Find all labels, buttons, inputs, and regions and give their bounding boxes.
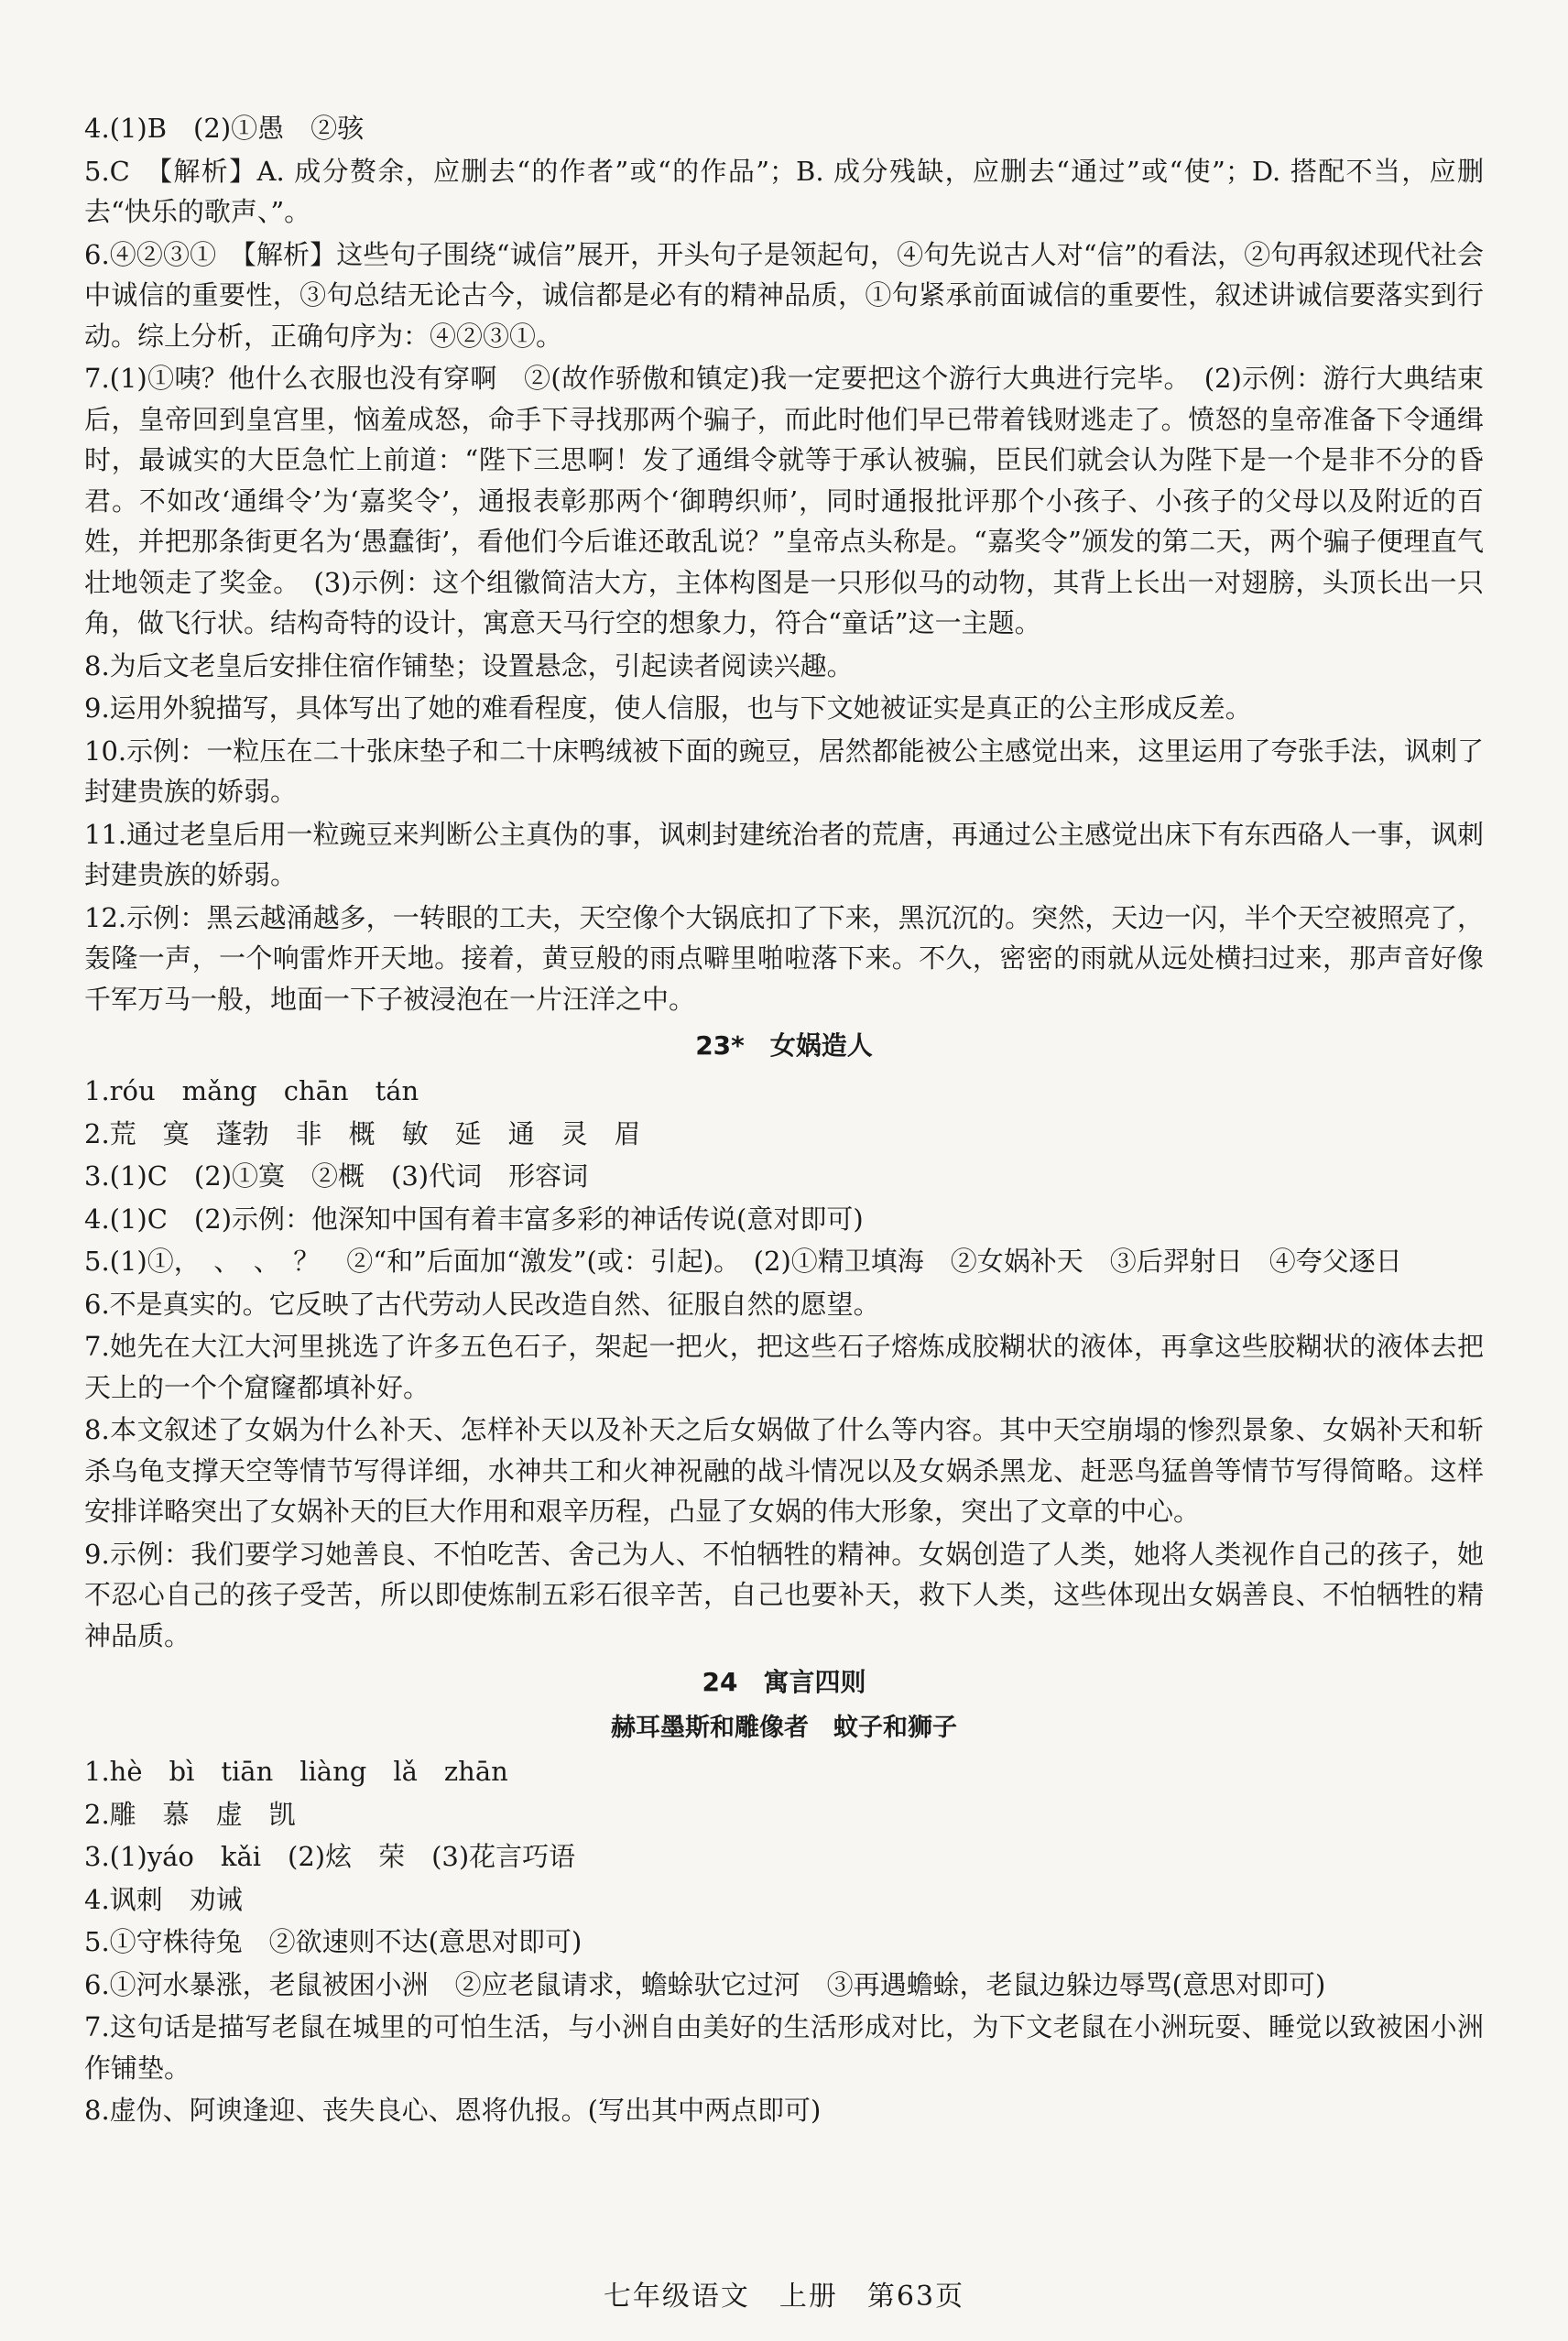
answer-item: 8.虚伪、阿谀逢迎、丧失良心、恩将仇报。(写出其中两点即可) [84,2095,822,2126]
section-23-answers [84,1071,1484,1656]
answer-item: 3.(1)yáo kǎi (2)炫 荣 (3)花言巧语 [84,1841,576,1872]
answer-item: 2.荒 寞 蓬勃 非 概 敏 延 通 灵 眉 [84,1117,641,1149]
answer-item: 6.④②③① 【解析】这些句子围绕“诚信”展开，开头句子是领起句，④句先说古人对“信”的看法，②句再叙述现代社会中诚信的重要性，③句总结无论古今，诚信都是必有的精神品质，①句紧承前面诚信的重要性，叙述讲诚信要落实到行动。综上分析，正确句序为：④②③①。 [84,238,1484,352]
answer-item: 4.讽刺 劝诫 [84,1883,243,1915]
answer-item: 9.运用外貌描写，具体写出了她的难看程度，使人信服，也与下文她被证实是真正的公主形成反差。 [84,692,1252,724]
answer-item: 1.hè bì tiān liàng lǎ zhān [84,1756,508,1787]
answer-item: 6.①河水暴涨，老鼠被困小洲 ②应老鼠请求，蟾蜍驮它过河 ③再遇蟾蜍，老鼠边躲边辱骂(意思对即可) [84,1968,1326,2000]
answer-item: 7.(1)①咦？他什么衣服也没有穿啊 ②(故作骄傲和镇定)我一定要把这个游行大典进行完毕。 (2)示例：游行大典结束后，皇帝回到皇宫里，恼羞成怒，命手下寻找那两个骗子，而此时他们早已带着钱财逃走了。愤怒的皇帝准备下令通缉时，最诚实的大臣急忙上前道：“陛下三思啊！发了通缉令就等于承认被骗，臣民们就会认为陛下是一个是非不分的昏君。不如改‘通缉令’为‘嘉奖令’，通报表彰那两个‘御聘织师’，同时通报批评那个小孩子、小孩子的父母以及附近的百姓，并把那条街更名为‘愚蠢街’，看他们今后谁还敢乱说？”皇帝点头称是。“嘉奖令”颁发的第二天，两个骗子便理直气壮地领走了奖金。 (3)示例：这个组徽简洁大方，主体构图是一只形似马的动物，其背上长出一对翅膀，头顶长出一只角，做飞行状。结构奇特的设计，寓意天马行空的想象力，符合“童话”这一主题。 [84,363,1484,638]
section-subtitle-24: 赫耳墨斯和雕像者 蚊子和狮子 [611,1714,957,1742]
section-title-24: 24 寓言四则 [702,1667,866,1697]
answer-item: 4.(1)C (2)示例：他深知中国有着丰富多彩的神话传说(意对即可) [84,1203,864,1235]
answer-item: 5.C 【解析】A. 成分赘余，应删去“的作者”或“的作品”；B. 成分残缺，应删去“通过”或“使”；D. 搭配不当，应删去“快乐的歌声、”。 [84,155,1484,227]
answer-item: 9.示例：我们要学习她善良、不怕吃苦、舍己为人、不怕牺牲的精神。女娲创造了人类，她将人类视作自己的孩子，她不忍心自己的孩子受苦，所以即使炼制五彩石很辛苦，自己也要补天，救下人类，这些体现出女娲善良、不怕牺牲的精神品质。 [84,1538,1484,1651]
answer-item: 1.róu mǎng chān tán [84,1075,419,1106]
section-24-answers [84,1751,1484,2131]
page-footer: 七年级语文 上册 第63页 [603,2281,965,2313]
section-title-23: 23* 女娲造人 [695,1030,873,1061]
answer-item: 5.①守株待兔 ②欲速则不达(意思对即可) [84,1926,583,1957]
answer-item: 11.通过老皇后用一粒豌豆来判断公主真伪的事，讽刺封建统治者的荒唐，再通过公主感觉出床下有东西硌人一事，讽刺封建贵族的娇弱。 [84,818,1484,890]
answer-item: 4.(1)B (2)①愚 ②骇 [84,113,365,144]
answer-item: 7.她先在大江大河里挑选了许多五色石子，架起一把火，把这些石子熔炼成胶糊状的液体，再拿这些胶糊状的液体去把天上的一个个窟窿都填补好。 [84,1331,1484,1403]
answer-item: 8.为后文老皇后安排住宿作铺垫；设置悬念，引起读者阅读兴趣。 [84,649,854,681]
answer-item: 12.示例：黑云越涌越多，一转眼的工夫，天空像个大锅底扣了下来，黑沉沉的。突然，天边一闪，半个天空被照亮了，轰隆一声，一个响雷炸开天地。接着，黄豆般的雨点噼里啪啦落下来。不久，密密的雨就从远处横扫过来，那声音好像千军万马一般，地面一下子被浸泡在一片汪洋之中。 [84,901,1484,1015]
answer-item: 6.不是真实的。它反映了古代劳动人民改造自然、征服自然的愿望。 [84,1288,880,1320]
answer-item: 3.(1)C (2)①寞 ②概 (3)代词 形容词 [84,1160,589,1192]
answer-item: 2.雕 慕 虚 凯 [84,1798,296,1830]
block-story-answers [84,108,1484,1019]
answer-item: 8.本文叙述了女娲为什么补天、怎样补天以及补天之后女娲做了什么等内容。其中天空崩塌的惨烈景象、女娲补天和斩杀乌龟支撑天空等情节写得详细，水神共工和火神祝融的战斗情况以及女娲杀黑龙、赶恶鸟猛兽等情节写得简略。这样安排详略突出了女娲补天的巨大作用和艰辛历程，凸显了女娲的伟大形象，突出了文章的中心。 [84,1414,1484,1527]
answer-item: 10.示例：一粒压在二十张床垫子和二十床鸭绒被下面的豌豆，居然都能被公主感觉出来，这里运用了夸张手法，讽刺了封建贵族的娇弱。 [84,735,1484,807]
answer-item: 7.这句话是描写老鼠在城里的可怕生活，与小洲自由美好的生活形成对比，为下文老鼠在小洲玩耍、睡觉以致被困小洲作铺垫。 [84,2011,1484,2084]
answer-item: 5.(1)①， 、 、 ？ ②“和”后面加“激发”(或：引起)。 (2)①精卫填海 ②女娲补天 ③后羿射日 ④夸父逐日 [84,1246,1402,1277]
